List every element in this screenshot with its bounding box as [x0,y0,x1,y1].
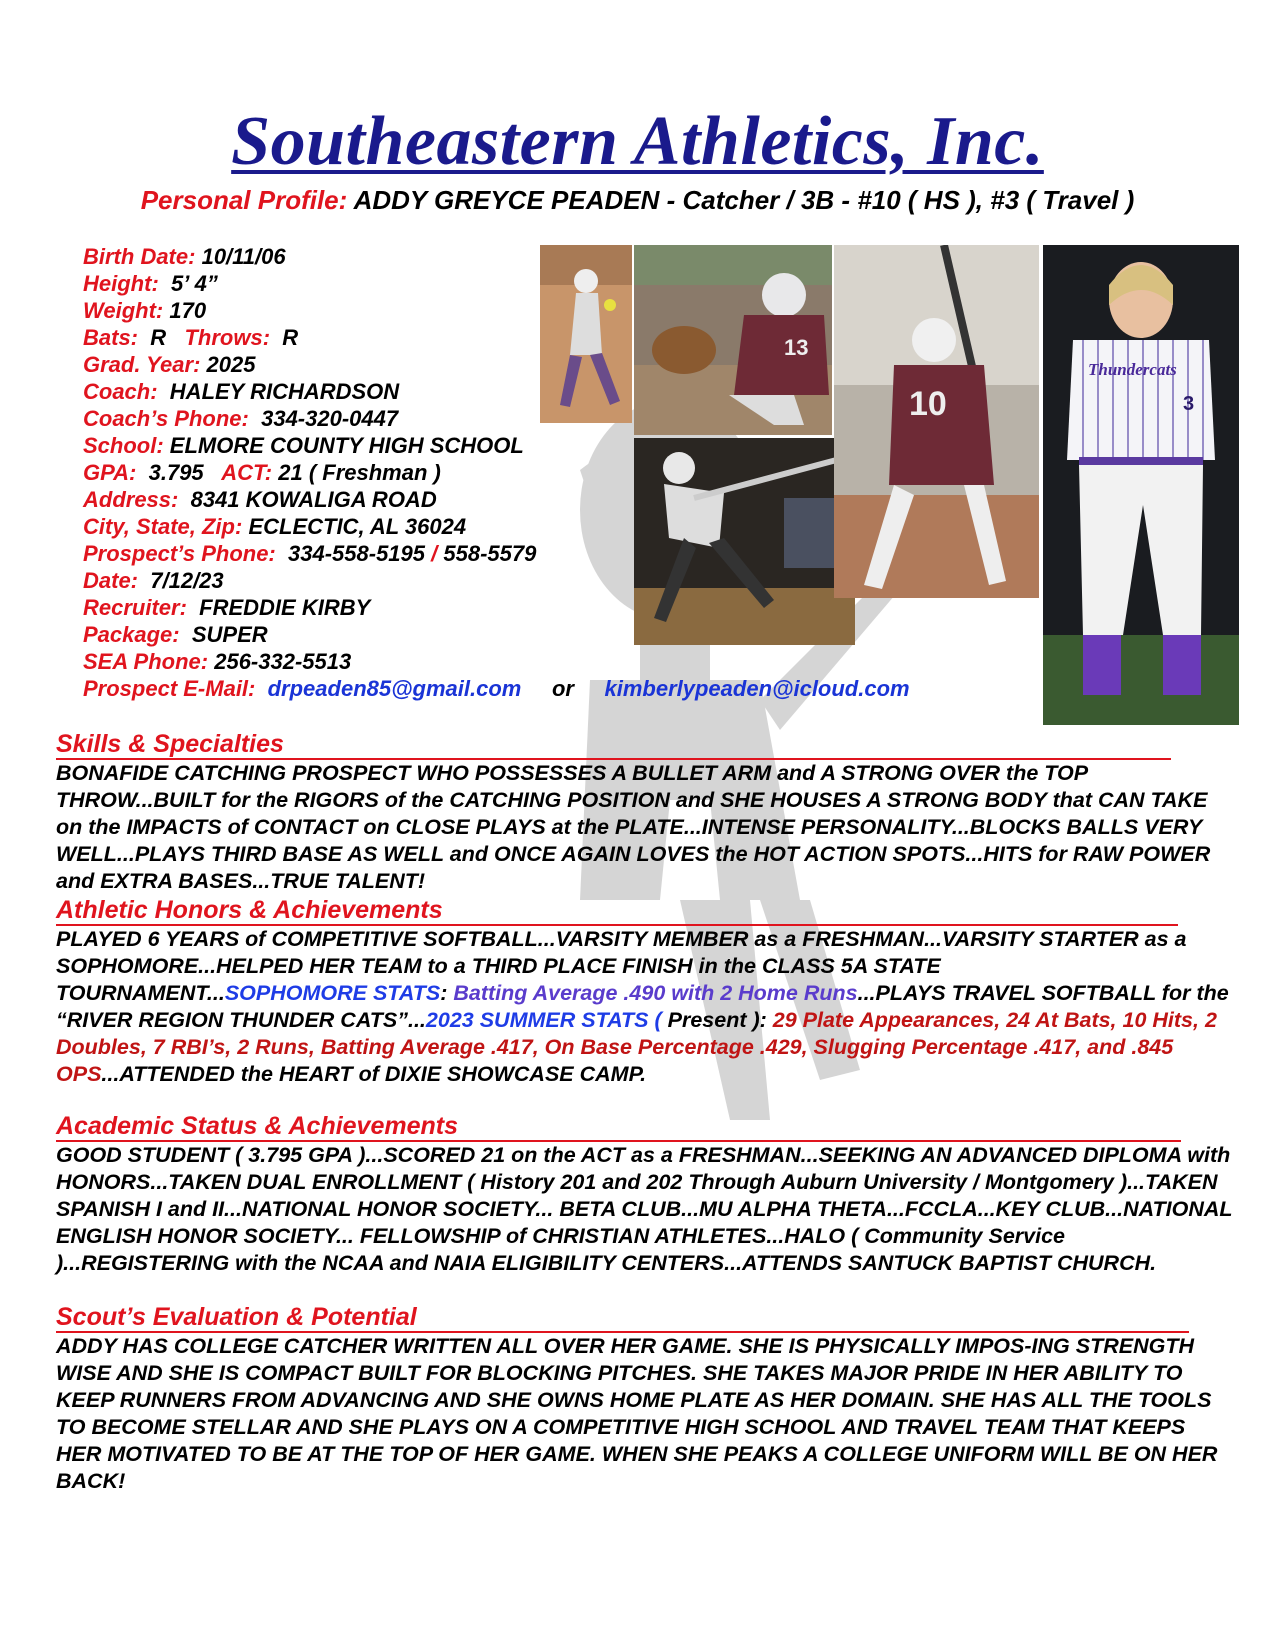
grad-label: Grad. Year: [83,352,201,377]
gpa-label: GPA: [83,460,137,485]
scout-heading: Scout’s Evaluation & Potential [56,1303,417,1331]
coach-value: HALEY RICHARDSON [169,379,400,404]
photo-catcher-crouch [634,245,832,435]
height-value: 5’ 4” [171,271,218,296]
email-label: Prospect E-Mail: [83,676,256,701]
sea-phone-label: SEA Phone: [83,649,209,674]
bats-label: Bats: [83,325,139,350]
throws-value: R [282,325,299,350]
prospect-phone-value: 334-558-5195 [288,541,426,566]
city-label: City, State, Zip: [83,514,243,539]
company-title: Southeastern Athletics, Inc. [231,103,1044,180]
coach-phone-value: 334-320-0447 [261,406,399,431]
honors-p2: ...PLAYS TRAVEL SOFTBALL for the “RIVER REGION THUNDER CATS”... [56,981,1229,1032]
city-value: ECLECTIC, AL 36024 [248,514,467,539]
weight-label: Weight: [83,298,164,323]
email-or: or [551,676,574,701]
school-value: ELMORE COUNTY HIGH SCHOOL [169,433,524,458]
photo-pitching [540,245,632,423]
honors-heading: Athletic Honors & Achievements [56,896,443,924]
skills-heading: Skills & Specialties [56,730,284,758]
academic-text: GOOD STUDENT ( 3.795 GPA )...SCORED 21 on the ACT as a FRESHMAN...SEEKING AN ADVANCED DIPLOMA with HONORS...TAKEN DUAL ENROLLMENT ( History 201 and 202 Through Auburn University / Montgomery )...TAKEN SPANISH I and II...NATIONAL HONOR SOCIETY... BETA CLUB...MU ALPHA THETA...FCCLA...KEY CLUB...NATIONAL ENGLISH HONOR SOCIETY... FELLOWSHIP of CHRISTIAN ATHLETES...HALO ( Community Service )...REGISTERING with the NCAA and NAIA ELIGIBILITY CENTERS...ATTENDS SANTUCK BAPTIST CHURCH. [56,1143,1233,1275]
date-value: 7/12/23 [150,568,224,593]
honors-p1: PLAYED 6 YEARS of COMPETITIVE SOFTBALL...VARSITY MEMBER as a FRESHMAN...VARSITY STARTER as a SOPHOMORE...HELPED HER TEAM to a THIRD PLACE FINISH in the CLASS 5A STATE TOURNAMENT... [56,927,1187,1005]
academic-heading: Academic Status & Achievements [56,1112,459,1140]
prospect-phone-value-alt: 558-5579 [443,541,537,566]
soph-stats-label: SOPHOMORE STATS [224,981,441,1005]
grad-value: 2025 [206,352,256,377]
bats-value: R [150,325,167,350]
prospect-phone-separator: / [431,541,438,566]
email-link-2[interactable]: kimberlypeaden@icloud.com [604,676,910,701]
photo-jersey-number-1: 10 [909,385,947,423]
photo-travel-team-name: Thundercats [1088,360,1177,379]
school-label: School: [83,433,164,458]
coach-phone-label: Coach’s Phone: [83,406,249,431]
photo-batting-action [634,438,855,645]
birth-value: 10/11/06 [201,244,286,269]
soph-stats-values: Batting Average .490 with 2 Home Runs [447,981,858,1005]
profile-value: ADDY GREYCE PEADEN - Catcher / 3B - #10 ( HS ), #3 ( Travel ) [353,185,1135,215]
recruiter-label: Recruiter: [83,595,187,620]
photo-portrait-travel [1043,245,1239,725]
package-label: Package: [83,622,180,647]
address-value: 8341 KOWALIGA ROAD [190,487,437,512]
profile-line [0,185,1275,215]
photo-travel-jersey-number: 3 [1183,393,1195,415]
birth-label: Birth Date: [83,244,196,269]
profile-label: Personal Profile: [140,185,348,215]
summer-stats-values: 29 Plate Appearances, 24 At Bats, 10 Hits, 2 Doubles, 7 RBI’s, 2 Runs, Batting Average .417, On Base Percentage .429, Slugging Percentage .417, and .845 OPS [56,1008,1217,1086]
coach-label: Coach: [83,379,158,404]
sea-phone-value: 256-332-5513 [214,649,352,674]
address-label: Address: [83,487,179,512]
gpa-value: 3.795 [148,460,204,485]
photo-batter-stance [834,245,1039,598]
email-link-1[interactable]: drpeaden85@gmail.com [267,676,522,701]
recruiter-value: FREDDIE KIRBY [199,595,371,620]
honors-p3: ...ATTENDED the HEART of DIXIE SHOWCASE CAMP. [101,1062,647,1086]
height-label: Height: [83,271,159,296]
prospect-phone-label: Prospect’s Phone: [83,541,276,566]
skills-text: BONAFIDE CATCHING PROSPECT WHO POSSESSES A BULLET ARM and A STRONG OVER the TOP THROW...BUILT for the RIGORS of the CATCHING POSITION and SHE HOUSES A STRONG BODY that CAN TAKE on the IMPACTS of CONTACT on CLOSE PLAYS at the PLATE...INTENSE PERSONALITY...BLOCKS BALLS VERY WELL...PLAYS THIRD BASE AS WELL and ONCE AGAIN LOVES the HOT ACTION SPOTS...HITS for RAW POWER and EXTRA BASES...TRUE TALENT! [56,761,1211,893]
scout-text: ADDY HAS COLLEGE CATCHER WRITTEN ALL OVER HER GAME. SHE IS PHYSICALLY IMPOS-ING STRENGTH WISE AND SHE IS COMPACT BUILT FOR BLOCKING PITCHES. SHE TAKES MAJOR PRIDE IN HER ABILITY TO KEEP RUNNERS FROM ADVANCING AND SHE OWNS HOME PLATE AS HER DOMAIN. SHE HAS ALL THE TOOLS TO BECOME STELLAR AND SHE PLAYS ON A COMPETITIVE HIGH SCHOOL AND TRAVEL TEAM THAT KEEPS HER MOTIVATED TO BE AT THE TOP OF HER GAME. WHEN SHE PEAKS A COLLEGE UNIFORM WILL BE ON HER BACK! [56,1334,1218,1493]
act-label: ACT: [221,460,273,485]
photo-jersey-number-2: 13 [784,335,809,360]
date-label: Date: [83,568,139,593]
soph-colon: : [440,981,448,1005]
act-value: 21 ( Freshman ) [278,460,441,485]
honors-text [56,926,1236,1088]
weight-value: 170 [169,298,207,323]
package-value: SUPER [191,622,268,647]
throws-label: Throws: [184,325,271,350]
summer-stats-label: 2023 SUMMER STATS ( [425,1008,662,1032]
summer-present: Present ): [661,1008,767,1032]
